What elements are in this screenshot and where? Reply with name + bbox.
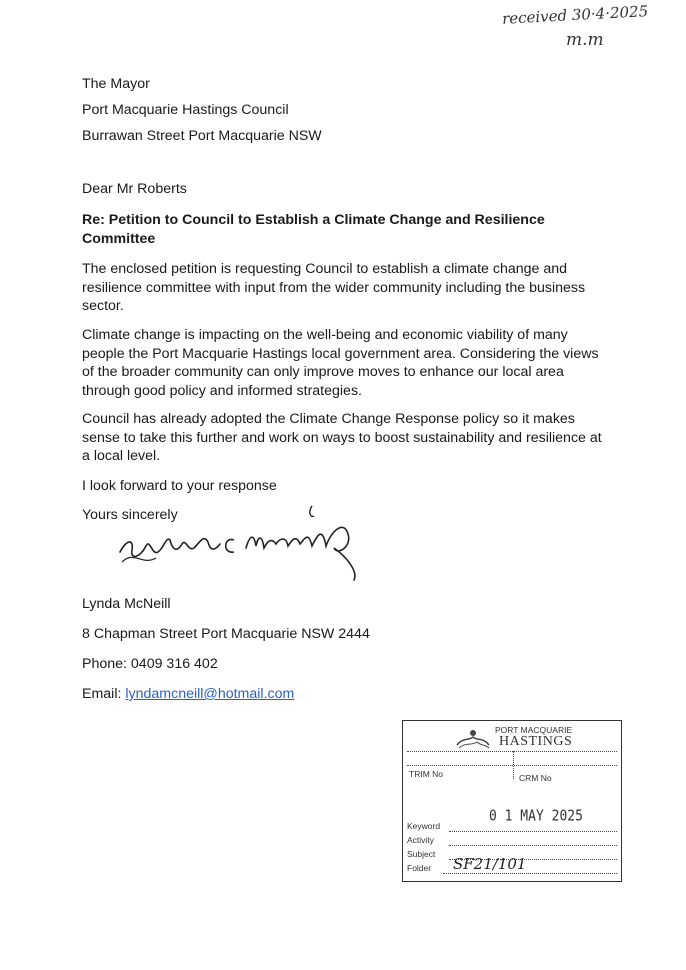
signature bbox=[112, 500, 372, 585]
stamp-folder-line bbox=[443, 873, 617, 874]
recipient-line-3: Burrawan Street Port Macquarie NSW bbox=[82, 128, 322, 144]
body-paragraph-1: The enclosed petition is requesting Council to establish a climate change and resilience committee with input from the wider community including the business sector. bbox=[82, 261, 586, 314]
stamp-org-line-1: PORT MACQUARIE bbox=[495, 725, 573, 735]
stamp-date: 0 1 MAY 2025 bbox=[489, 807, 583, 826]
stamp-keyword-line bbox=[449, 831, 617, 832]
email-label: Email: bbox=[82, 686, 126, 702]
stamp-vertical-divider bbox=[513, 751, 514, 779]
stamp-folder-value: SF21/101 bbox=[453, 855, 527, 873]
salutation: Dear Mr Roberts bbox=[82, 181, 187, 197]
email-link[interactable]: lyndamcneill@hotmail.com bbox=[125, 686, 295, 702]
stamp-trim-label: TRIM No bbox=[409, 769, 443, 779]
sender-email bbox=[82, 686, 294, 702]
stamp-divider-2 bbox=[407, 765, 617, 766]
stamp-crm-label: CRM No bbox=[519, 773, 552, 783]
phone-value: 0409 316 402 bbox=[130, 656, 218, 672]
handwritten-initials: m.m bbox=[566, 30, 604, 50]
recipient-line-1: The Mayor bbox=[82, 76, 150, 92]
stamp-divider-1 bbox=[407, 751, 617, 752]
phone-label: Phone: bbox=[82, 656, 131, 672]
body-paragraph-4: I look forward to your response bbox=[82, 478, 277, 494]
handwritten-received-note: received 30·4·2025 bbox=[501, 2, 649, 28]
subject-line: Re: Petition to Council to Establish a Climate Change and Resilience Committee bbox=[82, 212, 545, 247]
sender-address: 8 Chapman Street Port Macquarie NSW 2444 bbox=[82, 626, 370, 642]
stamp-activity-line bbox=[449, 845, 617, 846]
stamp-activity-label: Activity bbox=[407, 835, 434, 845]
received-stamp bbox=[402, 720, 622, 882]
body-paragraph-3: Council has already adopted the Climate Change Response policy so it makes sense to take this further and work on ways to boost sustainability and resilience at a local level. bbox=[82, 411, 602, 464]
stamp-subject-label: Subject bbox=[407, 849, 436, 859]
stamp-org-line-2: HASTINGS bbox=[499, 734, 573, 749]
recipient-line-2: Port Macquarie Hastings Council bbox=[82, 102, 289, 118]
sender-name: Lynda McNeill bbox=[82, 596, 171, 612]
stamp-folder-label: Folder bbox=[407, 863, 432, 873]
body-paragraph-2: Climate change is impacting on the well-being and economic viability of many people the Port Macquarie Hastings local government area. Considering the views of the broader community can only improve moves to enhance our local area through good policy and informed strategies. bbox=[82, 327, 599, 399]
closing: Yours sincerely bbox=[82, 507, 178, 523]
sender-phone bbox=[82, 656, 218, 672]
council-logo-icon bbox=[455, 727, 491, 749]
stamp-keyword-label: Keyword bbox=[407, 821, 441, 831]
